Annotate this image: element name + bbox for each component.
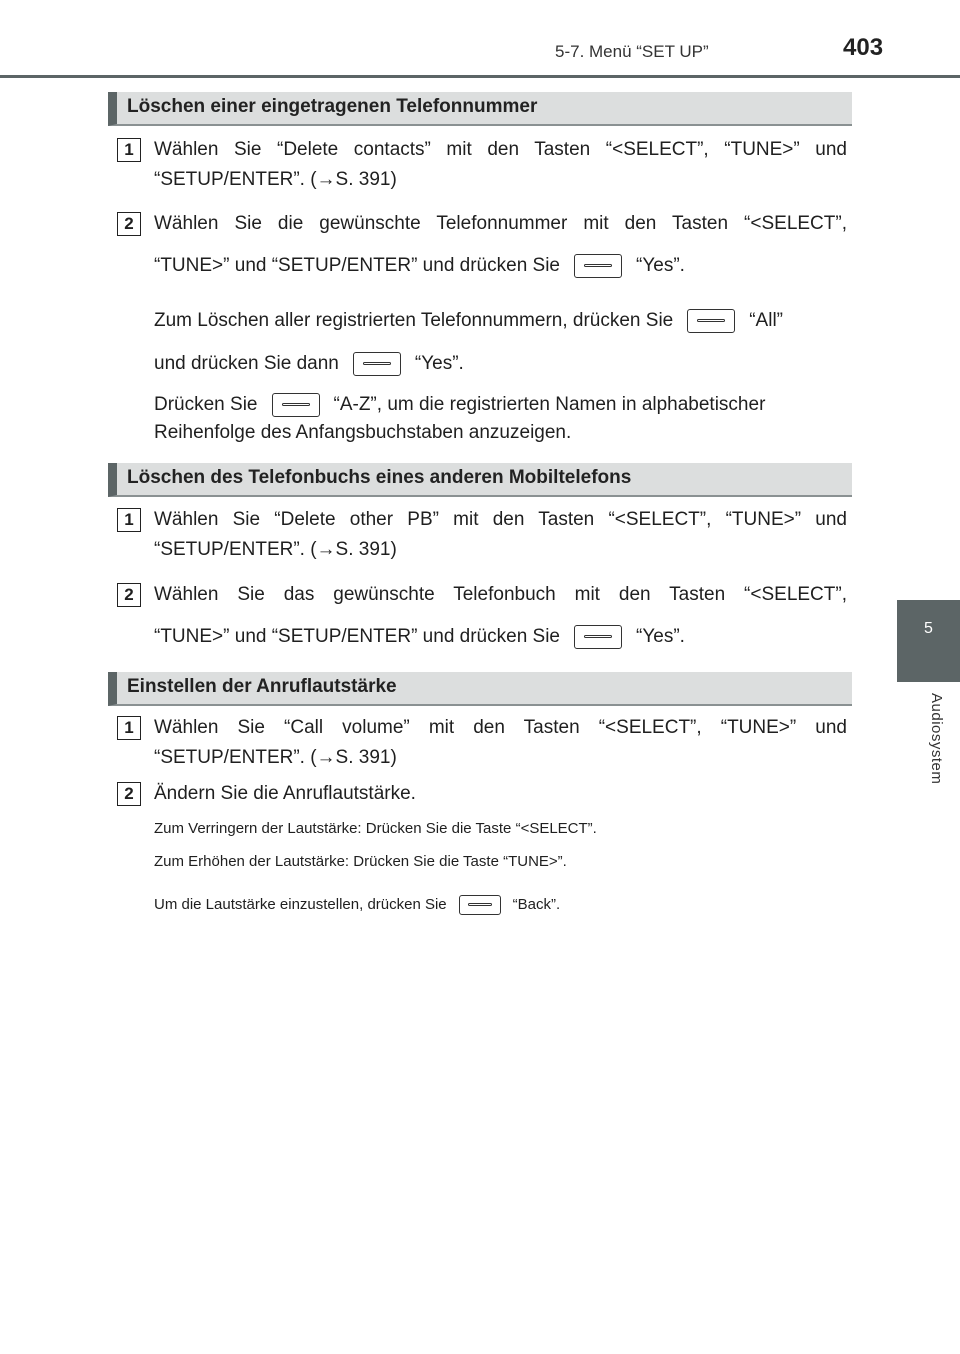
note-line — [154, 895, 560, 915]
note-text: “A-Z”, um die registrierten Namen in alphabetischer — [333, 394, 766, 416]
step-text-line — [154, 625, 847, 649]
chapter-tab — [897, 600, 960, 682]
step-text: “TUNE>” und “SETUP/ENTER” und drücken Sie — [154, 255, 560, 277]
step-number: 2 — [117, 212, 141, 236]
note-line — [154, 309, 847, 333]
note-text: Zum Löschen aller registrierten Telefonnummern, drücken Sie — [154, 310, 674, 332]
step-text-line — [154, 254, 847, 278]
section-header-call-volume — [108, 672, 852, 706]
button-symbol-icon — [687, 309, 735, 333]
chapter-number: 5 — [924, 620, 933, 637]
step-text: Wählen Sie die gewünschte Telefonnummer mit den Tasten “<SELECT”, — [154, 213, 847, 234]
note-line — [154, 352, 847, 376]
chapter-label: Audiosystem — [928, 693, 945, 785]
step-text: Wählen Sie “Call volume” mit den Tasten “<SELECT”, “TUNE>” und — [154, 717, 847, 738]
step-number: 2 — [117, 583, 141, 607]
step-text: “TUNE>” und “SETUP/ENTER” und drücken Sie — [154, 626, 560, 648]
note-line — [154, 393, 847, 417]
section-title: Löschen einer eingetragenen Telefonnummer — [127, 96, 538, 117]
section-title: Einstellen der Anruflautstärke — [127, 676, 397, 697]
step-text: Wählen Sie “Delete contacts” mit den Tasten “<SELECT”, “TUNE>” und — [154, 139, 847, 160]
note-text: Drücken Sie — [154, 394, 258, 416]
header-divider — [0, 75, 960, 78]
step-text: Ändern Sie die Anruflautstärke. — [154, 783, 416, 804]
button-symbol-icon — [574, 625, 622, 649]
button-symbol-icon — [574, 254, 622, 278]
note-text: und drücken Sie dann — [154, 353, 339, 375]
step-number: 1 — [117, 508, 141, 532]
step-text: “SETUP/ENTER”. (→S. 391) — [154, 169, 397, 190]
button-symbol-icon — [272, 393, 320, 417]
step-text: “Yes”. — [636, 626, 685, 648]
button-symbol-icon — [353, 352, 401, 376]
step-number: 1 — [117, 716, 141, 740]
step-text: “SETUP/ENTER”. (→S. 391) — [154, 539, 397, 560]
page-number: 403 — [843, 34, 884, 61]
step-text: “SETUP/ENTER”. (→S. 391) — [154, 747, 397, 768]
step-text: Wählen Sie “Delete other PB” mit den Tasten “<SELECT”, “TUNE>” und — [154, 509, 847, 530]
button-symbol-icon — [459, 895, 501, 915]
note-text: Zum Erhöhen der Lautstärke: Drücken Sie die Taste “TUNE>”. — [154, 853, 567, 870]
step-text: Wählen Sie das gewünschte Telefonbuch mit den Tasten “<SELECT”, — [154, 584, 847, 605]
section-header-delete-number — [108, 92, 852, 126]
note-text: “Back”. — [512, 895, 561, 913]
step-text: “Yes”. — [636, 255, 685, 277]
note-text: Um die Lautstärke einzustellen, drücken Sie — [154, 895, 447, 913]
section-header-delete-phonebook — [108, 463, 852, 497]
note-text: “All” — [749, 310, 784, 332]
step-number: 2 — [117, 782, 141, 806]
note-text: Reihenfolge des Anfangsbuchstaben anzuzeigen. — [154, 422, 572, 443]
section-title: Löschen des Telefonbuchs eines anderen Mobiltelefons — [127, 467, 632, 488]
step-number: 1 — [117, 138, 141, 162]
note-text: Zum Verringern der Lautstärke: Drücken Sie die Taste “<SELECT”. — [154, 820, 597, 837]
header-section-title: 5-7. Menü “SET UP” — [555, 42, 709, 61]
note-text: “Yes”. — [414, 353, 464, 375]
